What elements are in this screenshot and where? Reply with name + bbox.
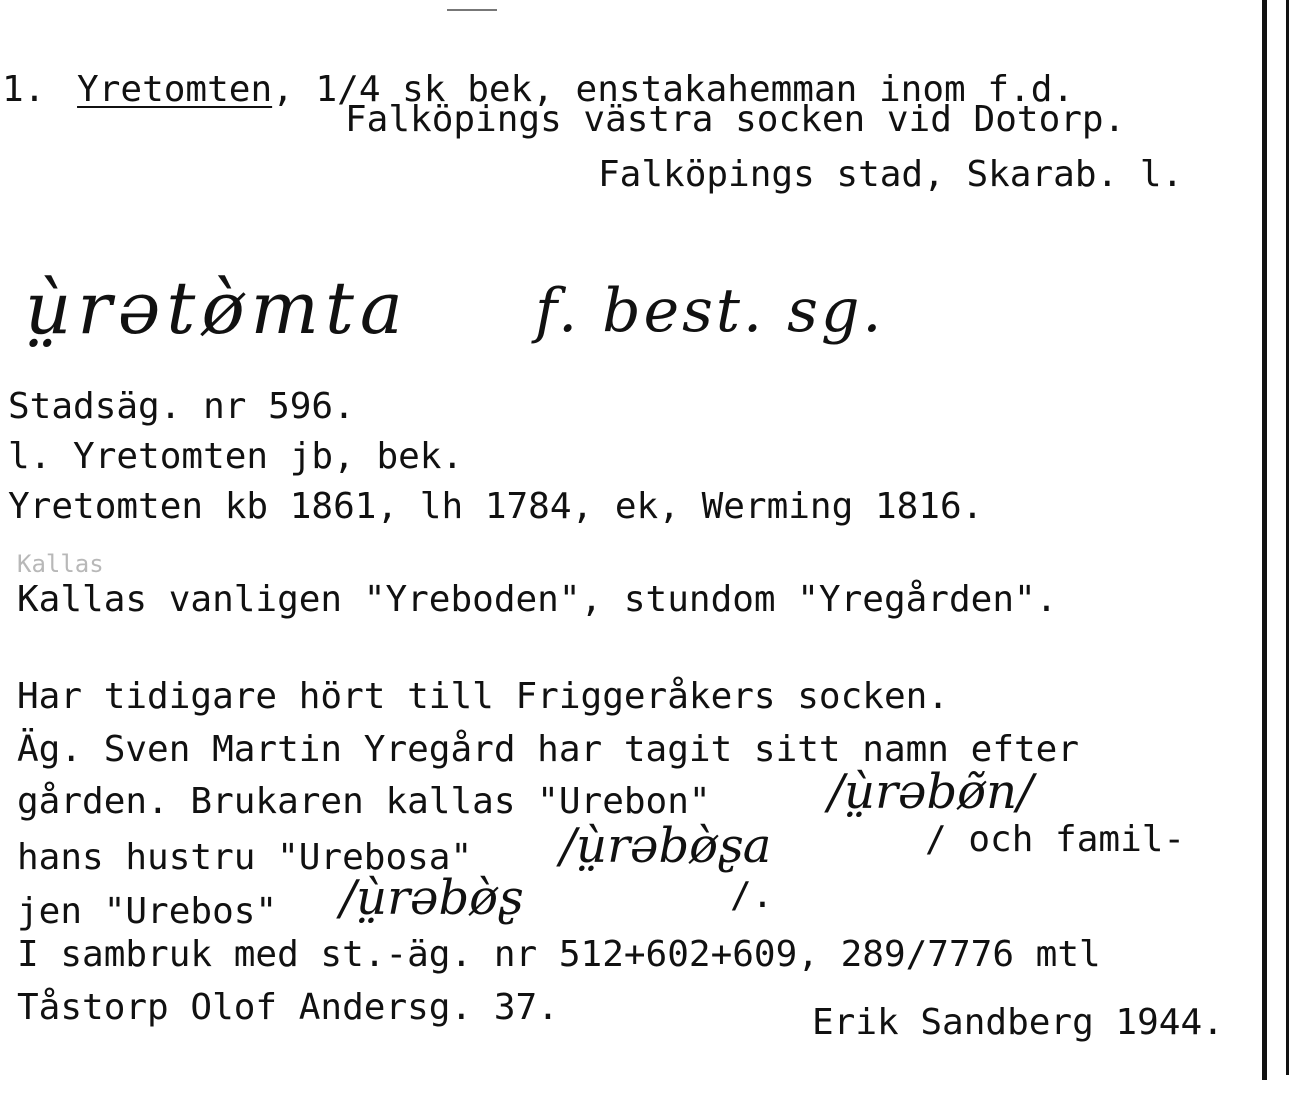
body-line-8-handwritten: /ṳ̀rəbø̀ʂa	[560, 818, 772, 874]
header-line-3: Falköpings stad, Skarab. l.	[598, 154, 1184, 195]
body-line-3: Yretomten kb 1861, lh 1784, ek, Werming 1816.	[8, 486, 984, 527]
pronunciation-abbrev: f. best. sg.	[535, 276, 885, 346]
body-line-7-text: gården. Brukaren kallas "Urebon"	[17, 781, 711, 822]
body-line-1: Stadsäg. nr 596.	[8, 386, 355, 427]
top-mark	[447, 9, 497, 11]
right-edge-rule-outer	[1286, 0, 1289, 1075]
body-line-7	[17, 782, 711, 822]
header-line-2: Falköpings västra socken vid Dotorp.	[345, 99, 1126, 140]
entry-number: 1.	[2, 69, 46, 110]
signature: Erik Sandberg 1944.	[812, 1002, 1224, 1043]
body-line-7-handwritten: /ṳ̀rəbø̃n/	[828, 764, 1034, 820]
body-line-5: Har tidigare hört till Friggeråkers socken.	[17, 676, 949, 717]
pronunciation-handwritten: ṳ̀rətø̀mta	[25, 266, 409, 350]
body-line-11: Tåstorp Olof Andersg. 37.	[17, 987, 559, 1028]
body-line-8-tail: / och famil-	[925, 819, 1186, 860]
header-line-1-rest: , 1/4 sk bek, enstakahemman inom f.d.	[272, 69, 1075, 110]
right-edge-rule	[1262, 0, 1267, 1080]
body-line-9	[17, 892, 277, 932]
place-name: Yretomten	[77, 69, 273, 110]
body-line-2: l. Yretomten jb, bek.	[8, 436, 464, 477]
body-line-9-text: jen "Urebos"	[17, 891, 278, 932]
body-line-9-tail: /.	[730, 875, 774, 916]
body-line-4: Kallas vanligen "Yreboden", stundom "Yregården".	[17, 579, 1058, 620]
body-line-6: Äg. Sven Martin Yregård har tagit sitt namn efter	[17, 729, 1080, 770]
body-line-10: I sambruk med st.-äg. nr 512+602+609, 289/7776 mtl	[17, 934, 1101, 975]
body-line-9-handwritten: /ṳ̀rəbø̀ʂ	[340, 870, 523, 926]
struck-word: Kallas	[17, 550, 104, 578]
body-line-8-text: hans hustru "Urebosa"	[17, 837, 473, 878]
